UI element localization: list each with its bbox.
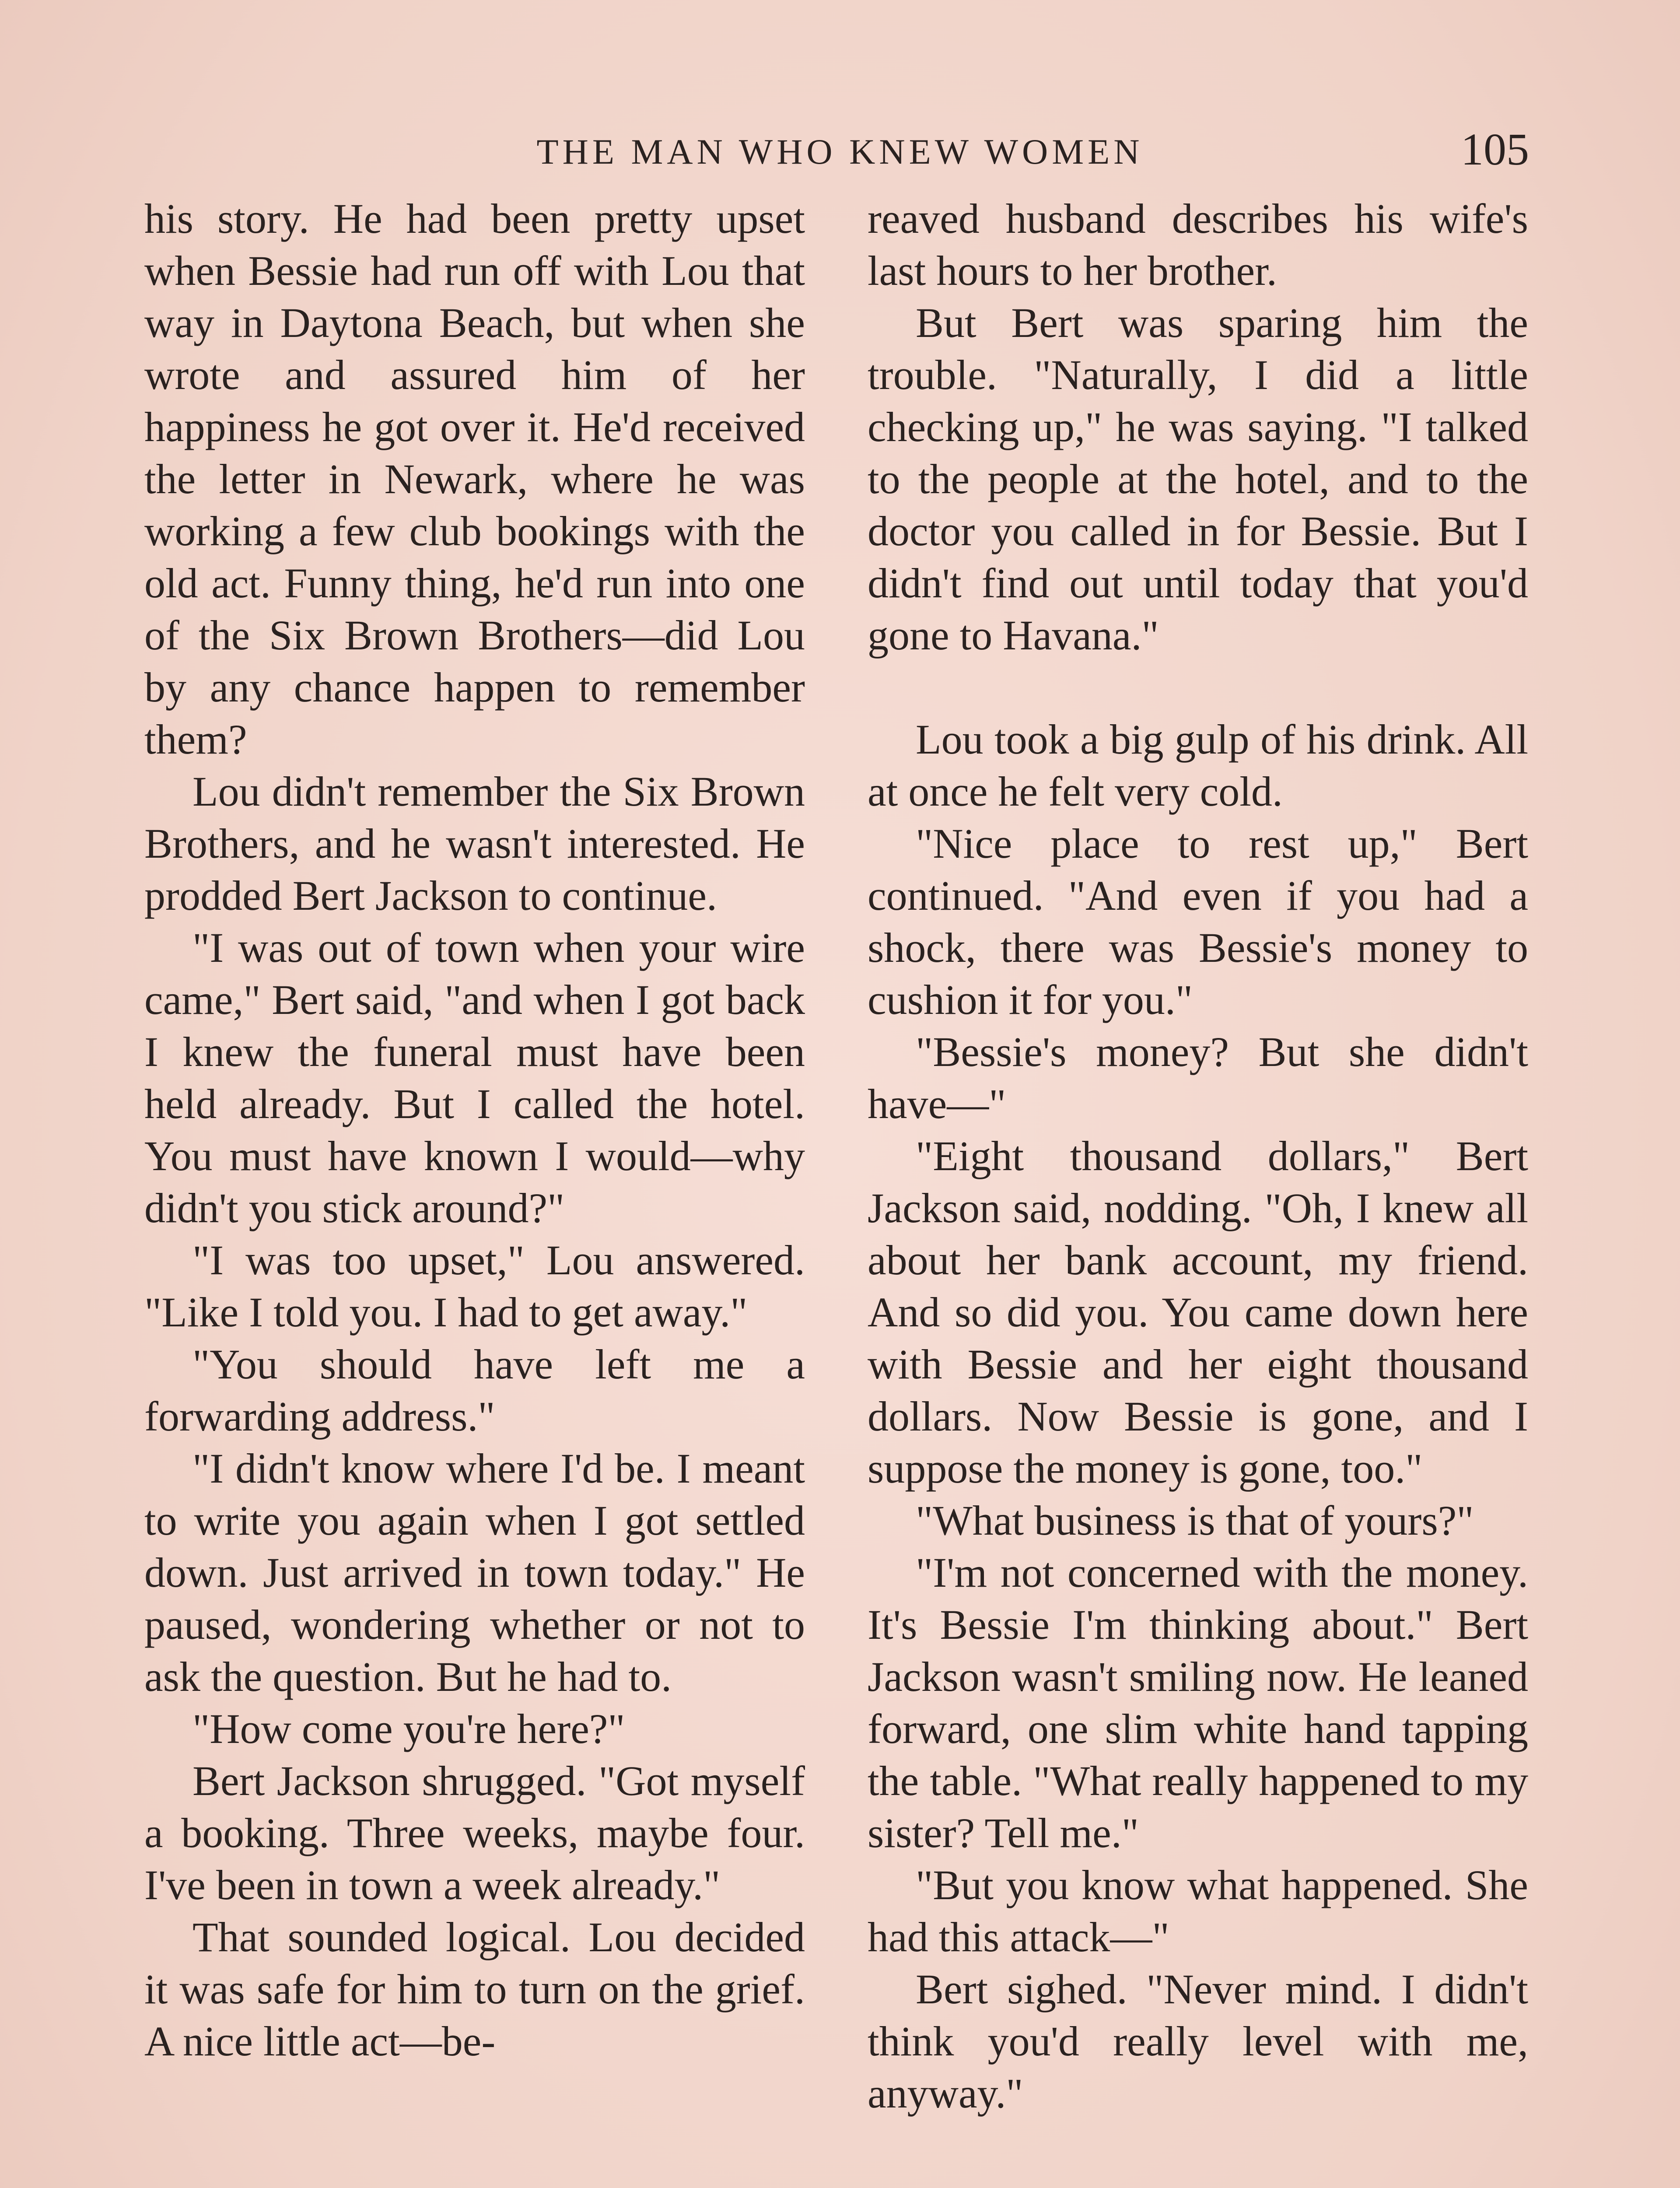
paragraph: "Bessie's money? But she didn't have—": [868, 1028, 1528, 1127]
paragraph: "Nice place to rest up," Bert continued. "And even if you had a shock, there was Bessie's money to cushion it for you.": [868, 820, 1528, 1023]
paragraph: reaved husband describes his wife's last hours to her brother.: [868, 195, 1528, 294]
paragraph: "I didn't know where I'd be. I meant to write you again when I got settled down. Just arrived in town today." He paused, wondering whether or not to ask the question. But he had to.: [144, 1445, 805, 1700]
paragraph: "I was out of town when your wire came," Bert said, "and when I got back I knew the funeral must have been held already. But I called the hotel. You must have known I would—why didn't you stick around?": [144, 924, 805, 1231]
text-column-right: [868, 193, 1528, 2119]
paragraph: "What business is that of yours?": [916, 1497, 1474, 1544]
text-column-left: [144, 193, 805, 2067]
running-head: THE MAN WHO KNEW WOMEN: [536, 132, 1144, 172]
page-number: 105: [1461, 124, 1529, 175]
paragraph: Lou took a big gulp of his drink. All at once he felt very cold.: [868, 716, 1528, 815]
paragraph: "How come you're here?": [192, 1705, 625, 1752]
paragraph: But Bert was sparing him the trouble. "Naturally, I did a little checking up," he was saying. "I talked to the people at the hotel, and to the doctor you called in for Bessie. But I didn't find out until today that you'd gone to Havana.": [868, 299, 1528, 659]
paragraph: Bert Jackson shrugged. "Got myself a booking. Three weeks, maybe four. I've been in town a week already.": [144, 1757, 805, 1908]
paragraph: That sounded logical. Lou decided it was safe for him to turn on the grief. A nice little act—be-: [144, 1914, 805, 2065]
paragraph: his story. He had been pretty upset when Bessie had run off with Lou that way in Daytona Beach, but when she wrote and assured him of her happiness he got over it. He'd received the letter in Newark, where he was working a few club bookings with the old act. Funny thing, he'd run into one of the Six Brown Brothers—did Lou by any chance happen to remember them?: [144, 195, 805, 763]
paragraph: Bert sighed. "Never mind. I didn't think you'd really level with me, anyway.": [868, 1966, 1528, 2117]
paragraph: "I'm not concerned with the money. It's Bessie I'm thinking about." Bert Jackson wasn't smiling now. He leaned forward, one slim white hand tapping the table. "What really happened to my sister? Tell me.": [868, 1549, 1528, 1856]
paragraph: "I was too upset," Lou answered. "Like I told you. I had to get away.": [144, 1237, 805, 1336]
paragraph: Lou didn't remember the Six Brown Brothers, and he wasn't interested. He prodded Bert Jackson to continue.: [144, 768, 805, 919]
paragraph: "You should have left me a forwarding address.": [144, 1341, 805, 1440]
paragraph: "Eight thousand dollars," Bert Jackson said, nodding. "Oh, I knew all about her bank account, my friend. And so did you. You came down here with Bessie and her eight thousand dollars. Now Bessie is gone, and I suppose the money is gone, too.": [868, 1133, 1528, 1492]
paragraph: "But you know what happened. She had this attack—": [868, 1862, 1528, 1960]
